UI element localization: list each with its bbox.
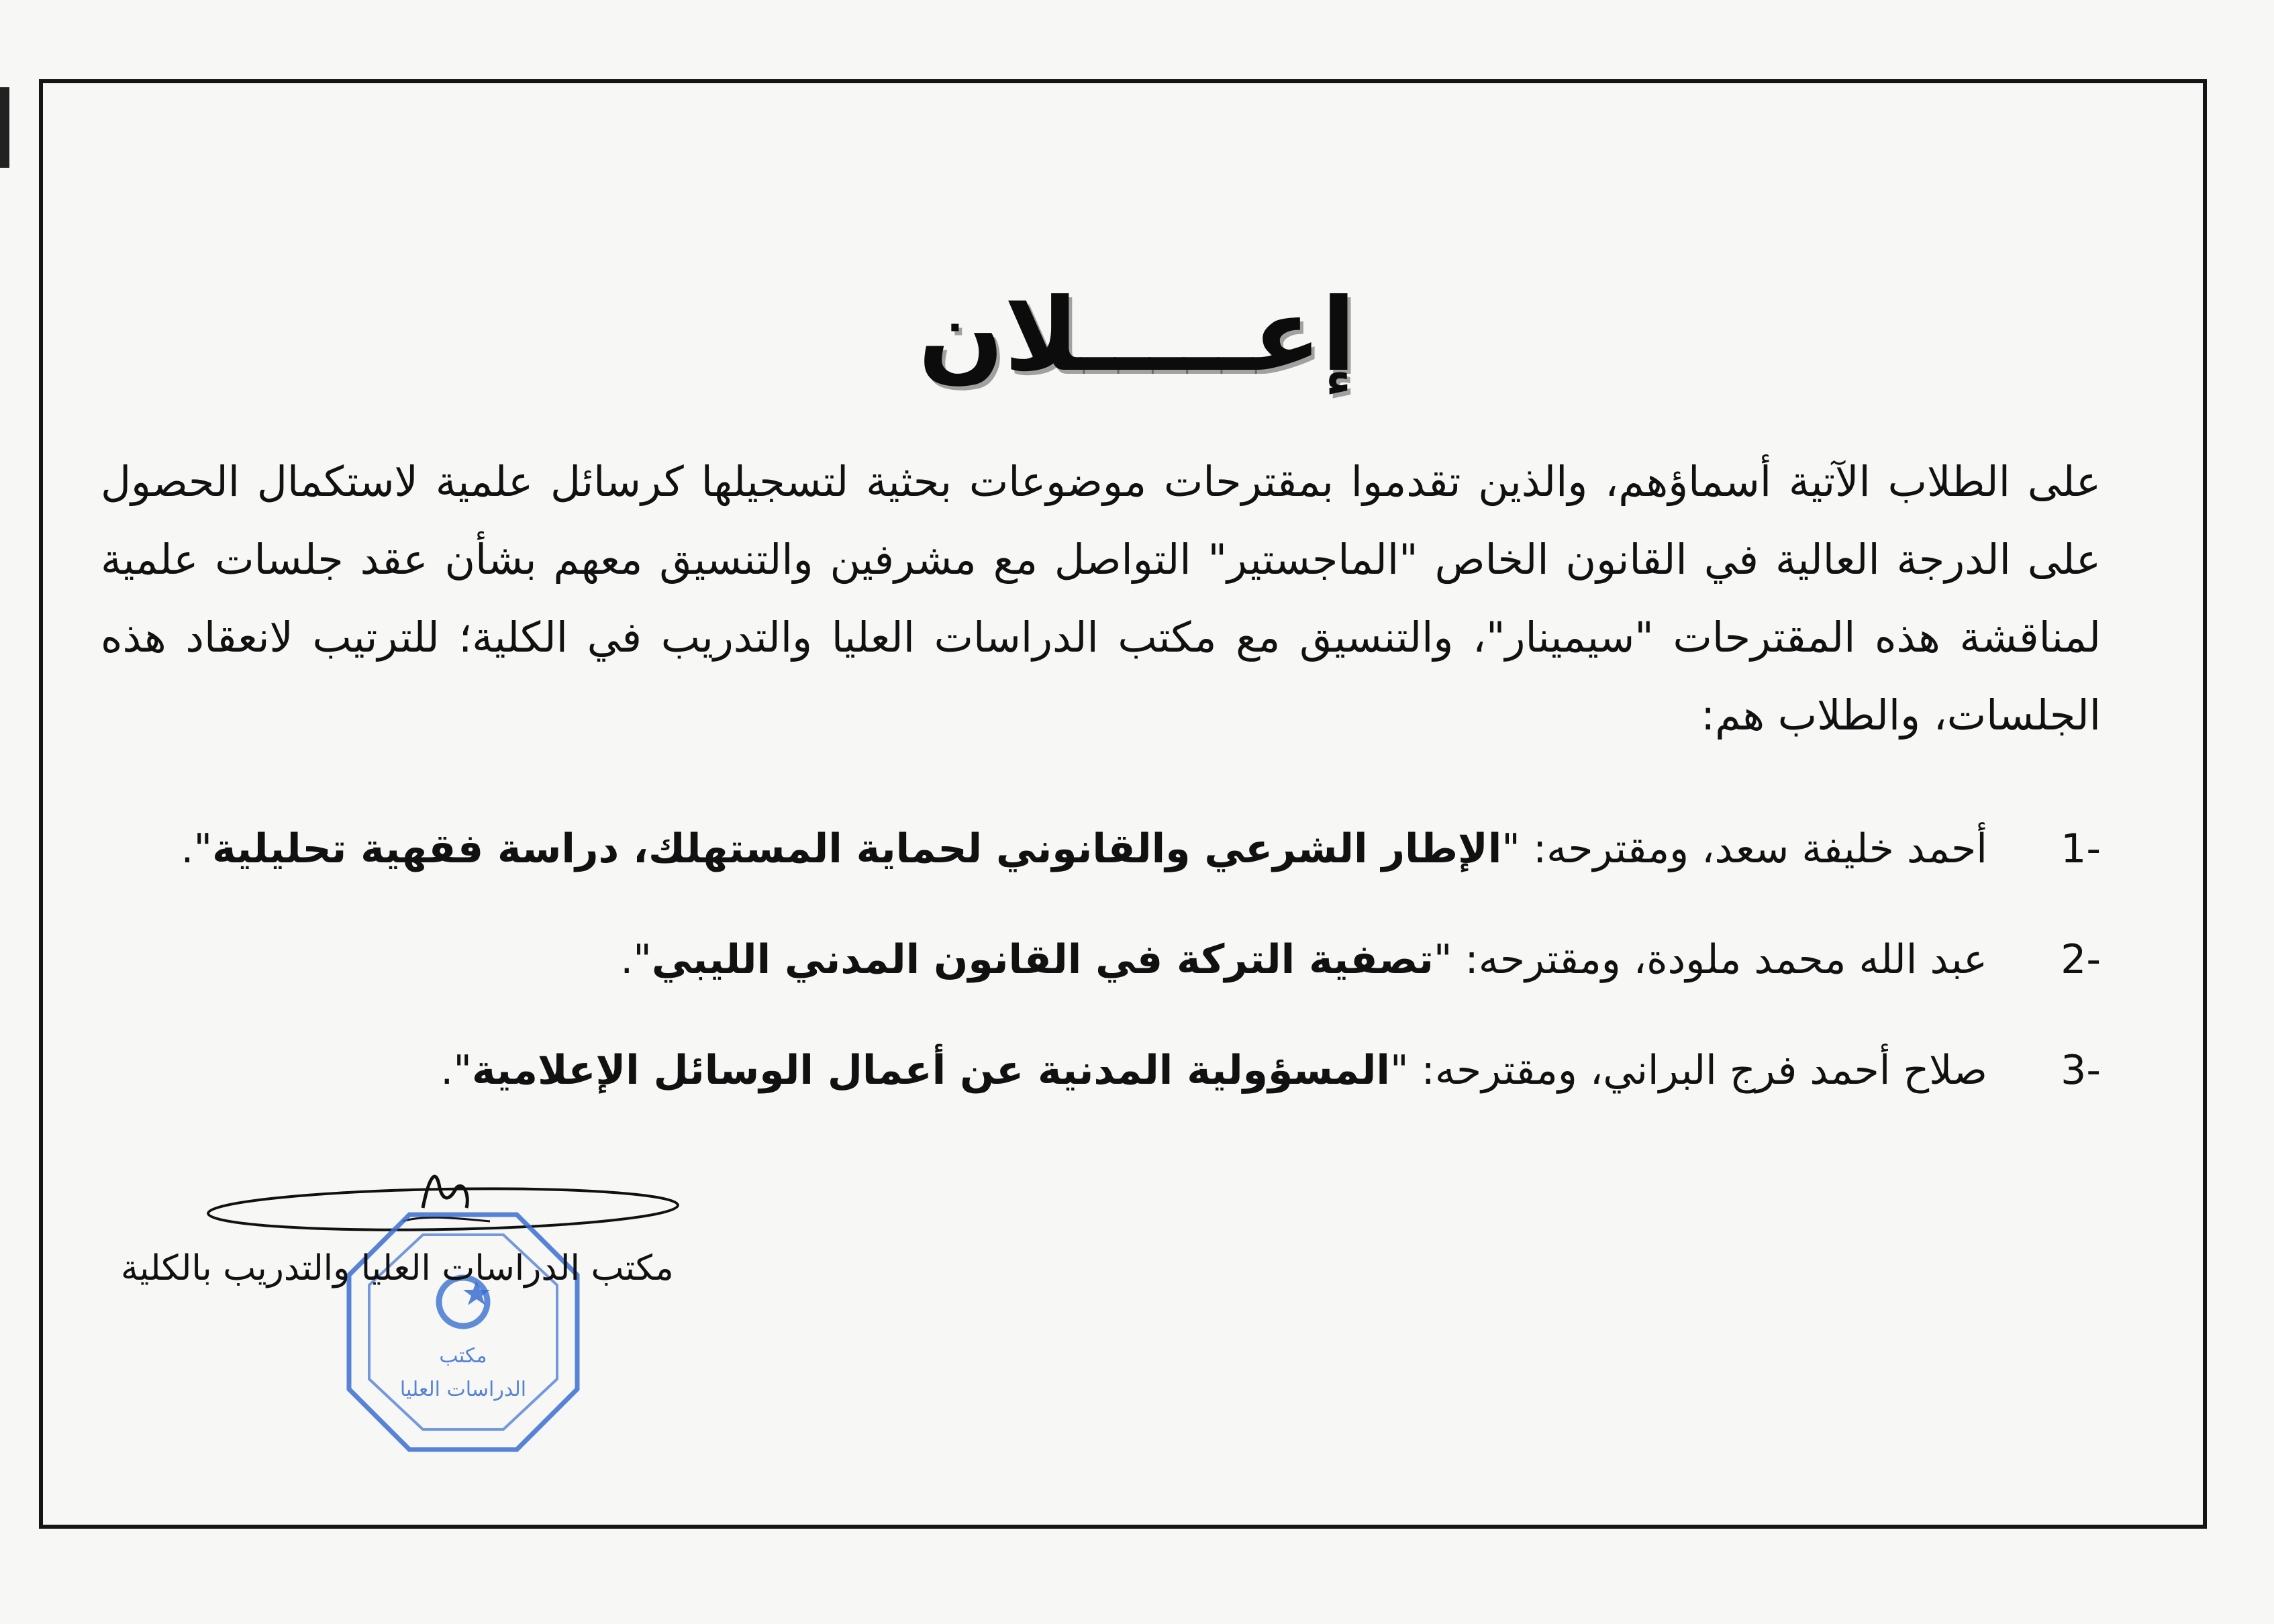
student-name: عبد الله محمد ملودة، ومقترحه: "	[1433, 936, 1987, 983]
official-stamp	[336, 1201, 591, 1463]
student-item	[101, 1033, 2101, 1144]
student-name: صلاح أحمد فرج البراني، ومقترحه: "	[1389, 1047, 1987, 1094]
announcement-intro: على الطلاب الآتية أسماؤهم، والذين تقدموا بمقترحات موضوعات بحثية لتسجيلها كرسائل علمية لاستكمال الحصول على الدرجة العالية في القانون الخاص "الماجستير" التواصل مع مشرفين والتنسيق معهم بشأن عقد جلسات علمية لمناقشة هذه المقترحات "سيمينار"، والتنسيق مع مكتب الدراسات العليا والتدريب في الكلية؛ للترتيب لانعقاد هذه الجلسات، والطلاب هم:	[101, 457, 2101, 740]
student-number: -2	[2061, 936, 2101, 983]
stamp-text-line2: الدراسات العليا	[399, 1378, 527, 1401]
student-topic: الإطار الشرعي والقانوني لحماية المستهلك، دراسة فقهية تحليلية	[212, 825, 1502, 872]
student-name: أحمد خليفة سعد، ومقترحه: "	[1501, 825, 1987, 872]
student-topic-end: ".	[440, 1047, 472, 1094]
student-topic-end: ".	[181, 825, 213, 872]
stamp-text-line1: مكتب	[439, 1344, 487, 1368]
student-topic: تصفية التركة في القانون المدني الليبي	[651, 936, 1434, 983]
announcement-title: إعـــــلان	[918, 277, 1356, 394]
student-topic: المسؤولية المدنية عن أعمال الوسائل الإعلامية	[471, 1047, 1390, 1094]
student-item	[101, 923, 2101, 1033]
student-list	[101, 812, 2101, 1144]
scan-edge	[0, 87, 9, 168]
student-topic-end: ".	[620, 936, 652, 983]
student-number: -1	[2061, 825, 2101, 872]
student-item	[101, 812, 2101, 923]
student-number: -3	[2061, 1047, 2101, 1094]
office-signature-line: مكتب الدراسات العليا والتدريب بالكلية	[121, 1248, 674, 1288]
